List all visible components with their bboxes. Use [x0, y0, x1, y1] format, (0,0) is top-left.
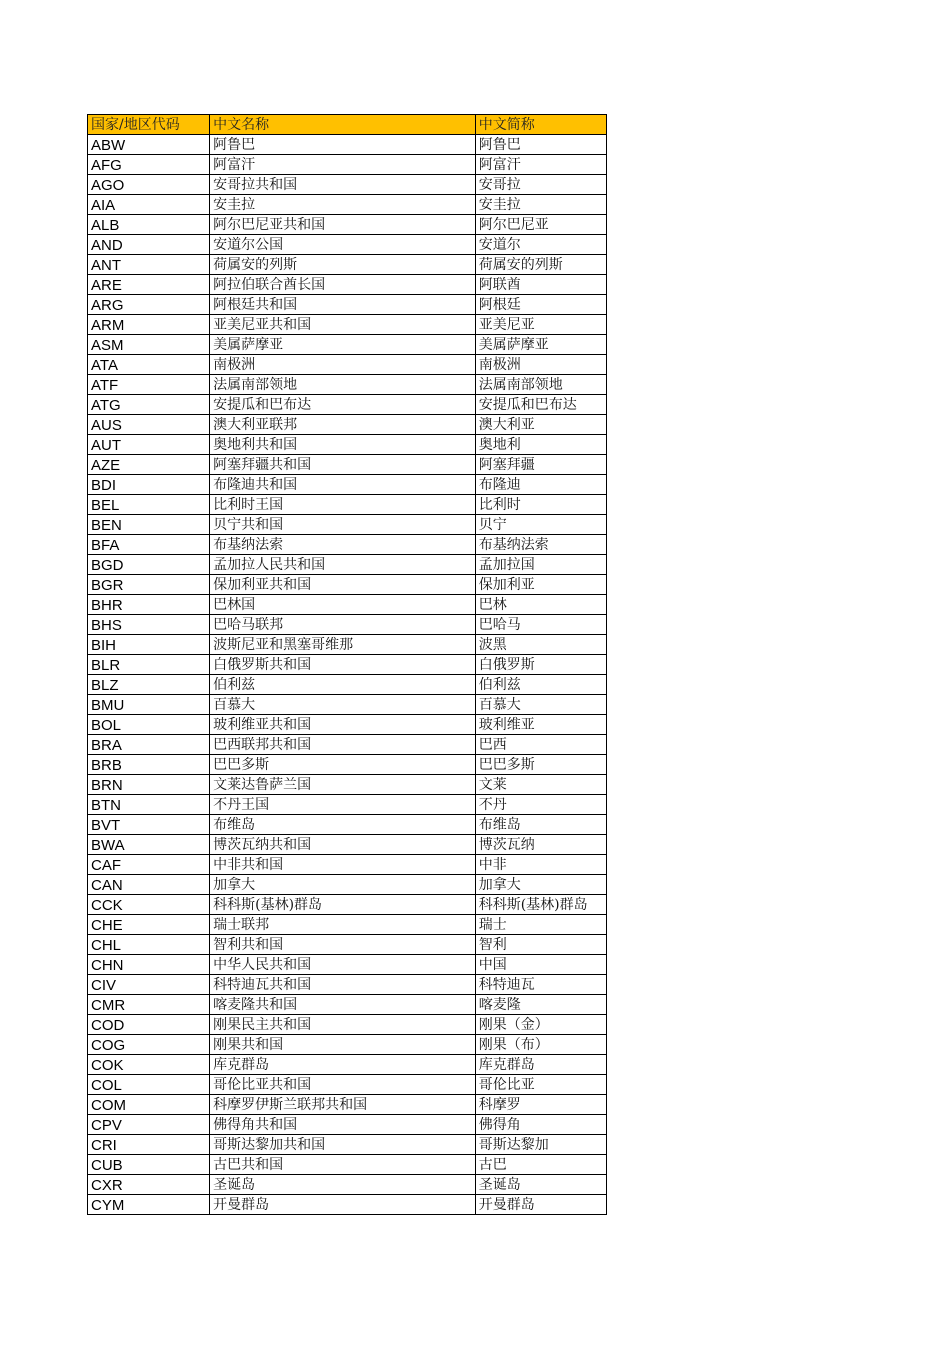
country-code-cell[interactable]: AUS — [88, 415, 210, 435]
table-row — [88, 1075, 607, 1095]
chinese-name-cell[interactable]: 澳大利亚联邦 — [210, 415, 476, 435]
header-country-code[interactable]: 国家/地区代码 — [88, 115, 210, 135]
chinese-short-name-cell[interactable]: 阿富汗 — [475, 155, 606, 175]
chinese-name-cell[interactable]: 佛得角共和国 — [210, 1115, 476, 1135]
chinese-short-name-cell[interactable]: 科科斯(基林)群岛 — [475, 895, 606, 915]
country-code-cell[interactable]: BWA — [88, 835, 210, 855]
table-row — [88, 515, 607, 535]
chinese-short-name-cell[interactable]: 法属南部领地 — [475, 375, 606, 395]
country-code-cell[interactable]: BDI — [88, 475, 210, 495]
country-code-cell[interactable]: BLR — [88, 655, 210, 675]
chinese-name-cell[interactable]: 科特迪瓦共和国 — [210, 975, 476, 995]
header-chinese-short-name[interactable]: 中文简称 — [475, 115, 606, 135]
chinese-short-name-cell[interactable]: 阿鲁巴 — [475, 135, 606, 155]
country-code-cell[interactable]: AGO — [88, 175, 210, 195]
chinese-short-name-cell[interactable]: 巴林 — [475, 595, 606, 615]
table-row — [88, 535, 607, 555]
country-code-cell[interactable]: ALB — [88, 215, 210, 235]
table-row — [88, 215, 607, 235]
country-code-cell[interactable]: ASM — [88, 335, 210, 355]
country-code-cell[interactable]: BLZ — [88, 675, 210, 695]
chinese-name-cell[interactable]: 科科斯(基林)群岛 — [210, 895, 476, 915]
country-code-cell[interactable]: AFG — [88, 155, 210, 175]
chinese-short-name-cell[interactable]: 美属萨摩亚 — [475, 335, 606, 355]
chinese-name-cell[interactable]: 美属萨摩亚 — [210, 335, 476, 355]
country-code-cell[interactable]: CAF — [88, 855, 210, 875]
chinese-short-name-cell[interactable]: 库克群岛 — [475, 1055, 606, 1075]
chinese-short-name-cell[interactable]: 佛得角 — [475, 1115, 606, 1135]
chinese-short-name-cell[interactable]: 贝宁 — [475, 515, 606, 535]
chinese-short-name-cell[interactable]: 加拿大 — [475, 875, 606, 895]
chinese-name-cell[interactable]: 布基纳法索 — [210, 535, 476, 555]
chinese-name-cell[interactable]: 智利共和国 — [210, 935, 476, 955]
country-code-cell[interactable]: ARM — [88, 315, 210, 335]
table-row — [88, 595, 607, 615]
table-row — [88, 1095, 607, 1115]
country-code-cell[interactable]: CMR — [88, 995, 210, 1015]
table-row — [88, 295, 607, 315]
chinese-short-name-cell[interactable]: 布隆迪 — [475, 475, 606, 495]
chinese-short-name-cell[interactable]: 阿塞拜疆 — [475, 455, 606, 475]
chinese-name-cell[interactable]: 哥伦比亚共和国 — [210, 1075, 476, 1095]
chinese-name-cell[interactable]: 圣诞岛 — [210, 1175, 476, 1195]
chinese-short-name-cell[interactable]: 刚果（布） — [475, 1035, 606, 1055]
table-row — [88, 1055, 607, 1075]
chinese-short-name-cell[interactable]: 哥斯达黎加 — [475, 1135, 606, 1155]
table-row — [88, 1175, 607, 1195]
chinese-name-cell[interactable]: 瑞士联邦 — [210, 915, 476, 935]
table-row — [88, 875, 607, 895]
table-row — [88, 575, 607, 595]
table-row — [88, 775, 607, 795]
chinese-short-name-cell[interactable]: 白俄罗斯 — [475, 655, 606, 675]
chinese-name-cell[interactable]: 加拿大 — [210, 875, 476, 895]
chinese-short-name-cell[interactable]: 巴巴多斯 — [475, 755, 606, 775]
chinese-name-cell[interactable]: 巴西联邦共和国 — [210, 735, 476, 755]
chinese-name-cell[interactable]: 伯利兹 — [210, 675, 476, 695]
chinese-short-name-cell[interactable]: 荷属安的列斯 — [475, 255, 606, 275]
table-row — [88, 255, 607, 275]
table-row — [88, 715, 607, 735]
country-code-cell[interactable]: AUT — [88, 435, 210, 455]
country-code-cell[interactable]: BRB — [88, 755, 210, 775]
table-row — [88, 935, 607, 955]
chinese-name-cell[interactable]: 喀麦隆共和国 — [210, 995, 476, 1015]
chinese-name-cell[interactable]: 荷属安的列斯 — [210, 255, 476, 275]
chinese-short-name-cell[interactable]: 亚美尼亚 — [475, 315, 606, 335]
table-row — [88, 135, 607, 155]
chinese-name-cell[interactable]: 哥斯达黎加共和国 — [210, 1135, 476, 1155]
country-code-cell[interactable]: BIH — [88, 635, 210, 655]
chinese-name-cell[interactable]: 保加利亚共和国 — [210, 575, 476, 595]
chinese-name-cell[interactable]: 奥地利共和国 — [210, 435, 476, 455]
chinese-name-cell[interactable]: 阿富汗 — [210, 155, 476, 175]
table-row — [88, 555, 607, 575]
chinese-name-cell[interactable]: 阿拉伯联合酋长国 — [210, 275, 476, 295]
country-code-cell[interactable]: BEN — [88, 515, 210, 535]
table-row — [88, 615, 607, 635]
country-code-cell[interactable]: BOL — [88, 715, 210, 735]
country-code-cell[interactable]: CHN — [88, 955, 210, 975]
table-row — [88, 1015, 607, 1035]
table-row — [88, 495, 607, 515]
table-row — [88, 1195, 607, 1215]
chinese-name-cell[interactable]: 南极洲 — [210, 355, 476, 375]
chinese-name-cell[interactable]: 安提瓜和巴布达 — [210, 395, 476, 415]
country-code-cell[interactable]: AND — [88, 235, 210, 255]
chinese-short-name-cell[interactable]: 科特迪瓦 — [475, 975, 606, 995]
chinese-short-name-cell[interactable]: 安圭拉 — [475, 195, 606, 215]
table-row — [88, 415, 607, 435]
chinese-name-cell[interactable]: 巴哈马联邦 — [210, 615, 476, 635]
table-row — [88, 955, 607, 975]
chinese-short-name-cell[interactable]: 保加利亚 — [475, 575, 606, 595]
chinese-short-name-cell[interactable]: 玻利维亚 — [475, 715, 606, 735]
chinese-short-name-cell[interactable]: 开曼群岛 — [475, 1195, 606, 1215]
chinese-short-name-cell[interactable]: 南极洲 — [475, 355, 606, 375]
chinese-short-name-cell[interactable]: 古巴 — [475, 1155, 606, 1175]
chinese-short-name-cell[interactable]: 中国 — [475, 955, 606, 975]
country-code-cell[interactable]: ARE — [88, 275, 210, 295]
chinese-short-name-cell[interactable]: 伯利兹 — [475, 675, 606, 695]
country-code-cell[interactable]: ABW — [88, 135, 210, 155]
country-code-cell[interactable]: COM — [88, 1095, 210, 1115]
chinese-short-name-cell[interactable]: 安提瓜和巴布达 — [475, 395, 606, 415]
chinese-short-name-cell[interactable]: 刚果（金） — [475, 1015, 606, 1035]
chinese-name-cell[interactable]: 科摩罗伊斯兰联邦共和国 — [210, 1095, 476, 1115]
chinese-name-cell[interactable]: 安哥拉共和国 — [210, 175, 476, 195]
country-code-cell[interactable]: ANT — [88, 255, 210, 275]
table-row — [88, 795, 607, 815]
chinese-name-cell[interactable]: 不丹王国 — [210, 795, 476, 815]
country-code-cell[interactable]: AIA — [88, 195, 210, 215]
country-code-cell[interactable]: CRI — [88, 1135, 210, 1155]
table-row — [88, 815, 607, 835]
table-row — [88, 455, 607, 475]
table-row — [88, 755, 607, 775]
chinese-short-name-cell[interactable]: 巴西 — [475, 735, 606, 755]
country-code-cell[interactable]: BTN — [88, 795, 210, 815]
table-row — [88, 995, 607, 1015]
country-code-cell[interactable]: CUB — [88, 1155, 210, 1175]
chinese-name-cell[interactable]: 中华人民共和国 — [210, 955, 476, 975]
country-code-cell[interactable]: BHR — [88, 595, 210, 615]
chinese-short-name-cell[interactable]: 智利 — [475, 935, 606, 955]
table-row — [88, 475, 607, 495]
chinese-name-cell[interactable]: 孟加拉人民共和国 — [210, 555, 476, 575]
country-code-table — [87, 114, 607, 1215]
chinese-name-cell[interactable]: 阿塞拜疆共和国 — [210, 455, 476, 475]
chinese-name-cell[interactable]: 刚果民主共和国 — [210, 1015, 476, 1035]
chinese-short-name-cell[interactable]: 文莱 — [475, 775, 606, 795]
chinese-name-cell[interactable]: 亚美尼亚共和国 — [210, 315, 476, 335]
country-code-cell[interactable]: BGR — [88, 575, 210, 595]
chinese-name-cell[interactable]: 库克群岛 — [210, 1055, 476, 1075]
chinese-name-cell[interactable]: 阿尔巴尼亚共和国 — [210, 215, 476, 235]
chinese-name-cell[interactable]: 百慕大 — [210, 695, 476, 715]
chinese-short-name-cell[interactable]: 孟加拉国 — [475, 555, 606, 575]
chinese-name-cell[interactable]: 开曼群岛 — [210, 1195, 476, 1215]
country-code-cell[interactable]: BMU — [88, 695, 210, 715]
country-code-cell[interactable]: ATG — [88, 395, 210, 415]
chinese-short-name-cell[interactable]: 博茨瓦纳 — [475, 835, 606, 855]
table-row — [88, 915, 607, 935]
table-body — [88, 135, 607, 1215]
chinese-name-cell[interactable]: 法属南部领地 — [210, 375, 476, 395]
table-row — [88, 315, 607, 335]
chinese-name-cell[interactable]: 阿鲁巴 — [210, 135, 476, 155]
chinese-short-name-cell[interactable]: 波黑 — [475, 635, 606, 655]
chinese-name-cell[interactable]: 安道尔公国 — [210, 235, 476, 255]
table-row — [88, 195, 607, 215]
country-code-cell[interactable]: AZE — [88, 455, 210, 475]
chinese-name-cell[interactable]: 阿根廷共和国 — [210, 295, 476, 315]
table-row — [88, 855, 607, 875]
table-row — [88, 975, 607, 995]
country-code-cell[interactable]: CXR — [88, 1175, 210, 1195]
country-code-cell[interactable]: COG — [88, 1035, 210, 1055]
country-code-cell[interactable]: ATF — [88, 375, 210, 395]
country-code-cell[interactable]: CYM — [88, 1195, 210, 1215]
chinese-short-name-cell[interactable]: 不丹 — [475, 795, 606, 815]
country-code-cell[interactable]: COL — [88, 1075, 210, 1095]
country-code-cell[interactable]: BRN — [88, 775, 210, 795]
chinese-short-name-cell[interactable]: 安哥拉 — [475, 175, 606, 195]
chinese-short-name-cell[interactable]: 瑞士 — [475, 915, 606, 935]
chinese-name-cell[interactable]: 波斯尼亚和黑塞哥维那 — [210, 635, 476, 655]
chinese-name-cell[interactable]: 安圭拉 — [210, 195, 476, 215]
table-row — [88, 1135, 607, 1155]
table-row — [88, 235, 607, 255]
table-row — [88, 655, 607, 675]
table-row — [88, 735, 607, 755]
chinese-name-cell[interactable]: 贝宁共和国 — [210, 515, 476, 535]
country-code-cell[interactable]: CIV — [88, 975, 210, 995]
table-row — [88, 155, 607, 175]
chinese-short-name-cell[interactable]: 澳大利亚 — [475, 415, 606, 435]
table-row — [88, 695, 607, 715]
country-code-cell[interactable]: COD — [88, 1015, 210, 1035]
chinese-short-name-cell[interactable]: 哥伦比亚 — [475, 1075, 606, 1095]
table-row — [88, 355, 607, 375]
table-row — [88, 175, 607, 195]
table-row — [88, 675, 607, 695]
chinese-short-name-cell[interactable]: 安道尔 — [475, 235, 606, 255]
header-chinese-name[interactable]: 中文名称 — [210, 115, 476, 135]
chinese-short-name-cell[interactable]: 中非 — [475, 855, 606, 875]
country-code-cell[interactable]: CHE — [88, 915, 210, 935]
chinese-name-cell[interactable]: 巴巴多斯 — [210, 755, 476, 775]
table-row — [88, 635, 607, 655]
chinese-name-cell[interactable]: 白俄罗斯共和国 — [210, 655, 476, 675]
country-code-cell[interactable]: ARG — [88, 295, 210, 315]
country-code-cell[interactable]: CHL — [88, 935, 210, 955]
country-code-cell[interactable]: BVT — [88, 815, 210, 835]
country-code-cell[interactable]: BEL — [88, 495, 210, 515]
chinese-name-cell[interactable]: 布维岛 — [210, 815, 476, 835]
chinese-short-name-cell[interactable]: 巴哈马 — [475, 615, 606, 635]
table-row — [88, 435, 607, 455]
chinese-name-cell[interactable]: 巴林国 — [210, 595, 476, 615]
table-row — [88, 1115, 607, 1135]
country-code-cell[interactable]: BGD — [88, 555, 210, 575]
table-row — [88, 835, 607, 855]
chinese-short-name-cell[interactable]: 奥地利 — [475, 435, 606, 455]
table-row — [88, 895, 607, 915]
header-row — [88, 115, 607, 135]
chinese-short-name-cell[interactable]: 阿联酋 — [475, 275, 606, 295]
chinese-name-cell[interactable]: 布隆迪共和国 — [210, 475, 476, 495]
table-row — [88, 275, 607, 295]
chinese-short-name-cell[interactable]: 阿尔巴尼亚 — [475, 215, 606, 235]
country-code-cell[interactable]: BRA — [88, 735, 210, 755]
chinese-short-name-cell[interactable]: 喀麦隆 — [475, 995, 606, 1015]
country-code-cell[interactable]: ATA — [88, 355, 210, 375]
chinese-name-cell[interactable]: 玻利维亚共和国 — [210, 715, 476, 735]
chinese-name-cell[interactable]: 博茨瓦纳共和国 — [210, 835, 476, 855]
chinese-name-cell[interactable]: 文莱达鲁萨兰国 — [210, 775, 476, 795]
chinese-name-cell[interactable]: 中非共和国 — [210, 855, 476, 875]
country-code-cell[interactable]: CCK — [88, 895, 210, 915]
chinese-short-name-cell[interactable]: 百慕大 — [475, 695, 606, 715]
table-row — [88, 1035, 607, 1055]
chinese-name-cell[interactable]: 刚果共和国 — [210, 1035, 476, 1055]
chinese-short-name-cell[interactable]: 圣诞岛 — [475, 1175, 606, 1195]
table-row — [88, 1155, 607, 1175]
country-code-cell[interactable]: COK — [88, 1055, 210, 1075]
country-code-cell[interactable]: CPV — [88, 1115, 210, 1135]
chinese-name-cell[interactable]: 比利时王国 — [210, 495, 476, 515]
table-row — [88, 395, 607, 415]
country-code-cell[interactable]: CAN — [88, 875, 210, 895]
chinese-short-name-cell[interactable]: 阿根廷 — [475, 295, 606, 315]
table-row — [88, 375, 607, 395]
country-code-cell[interactable]: BFA — [88, 535, 210, 555]
chinese-short-name-cell[interactable]: 布基纳法索 — [475, 535, 606, 555]
table-row — [88, 335, 607, 355]
chinese-name-cell[interactable]: 古巴共和国 — [210, 1155, 476, 1175]
chinese-short-name-cell[interactable]: 比利时 — [475, 495, 606, 515]
chinese-short-name-cell[interactable]: 布维岛 — [475, 815, 606, 835]
chinese-short-name-cell[interactable]: 科摩罗 — [475, 1095, 606, 1115]
country-code-cell[interactable]: BHS — [88, 615, 210, 635]
